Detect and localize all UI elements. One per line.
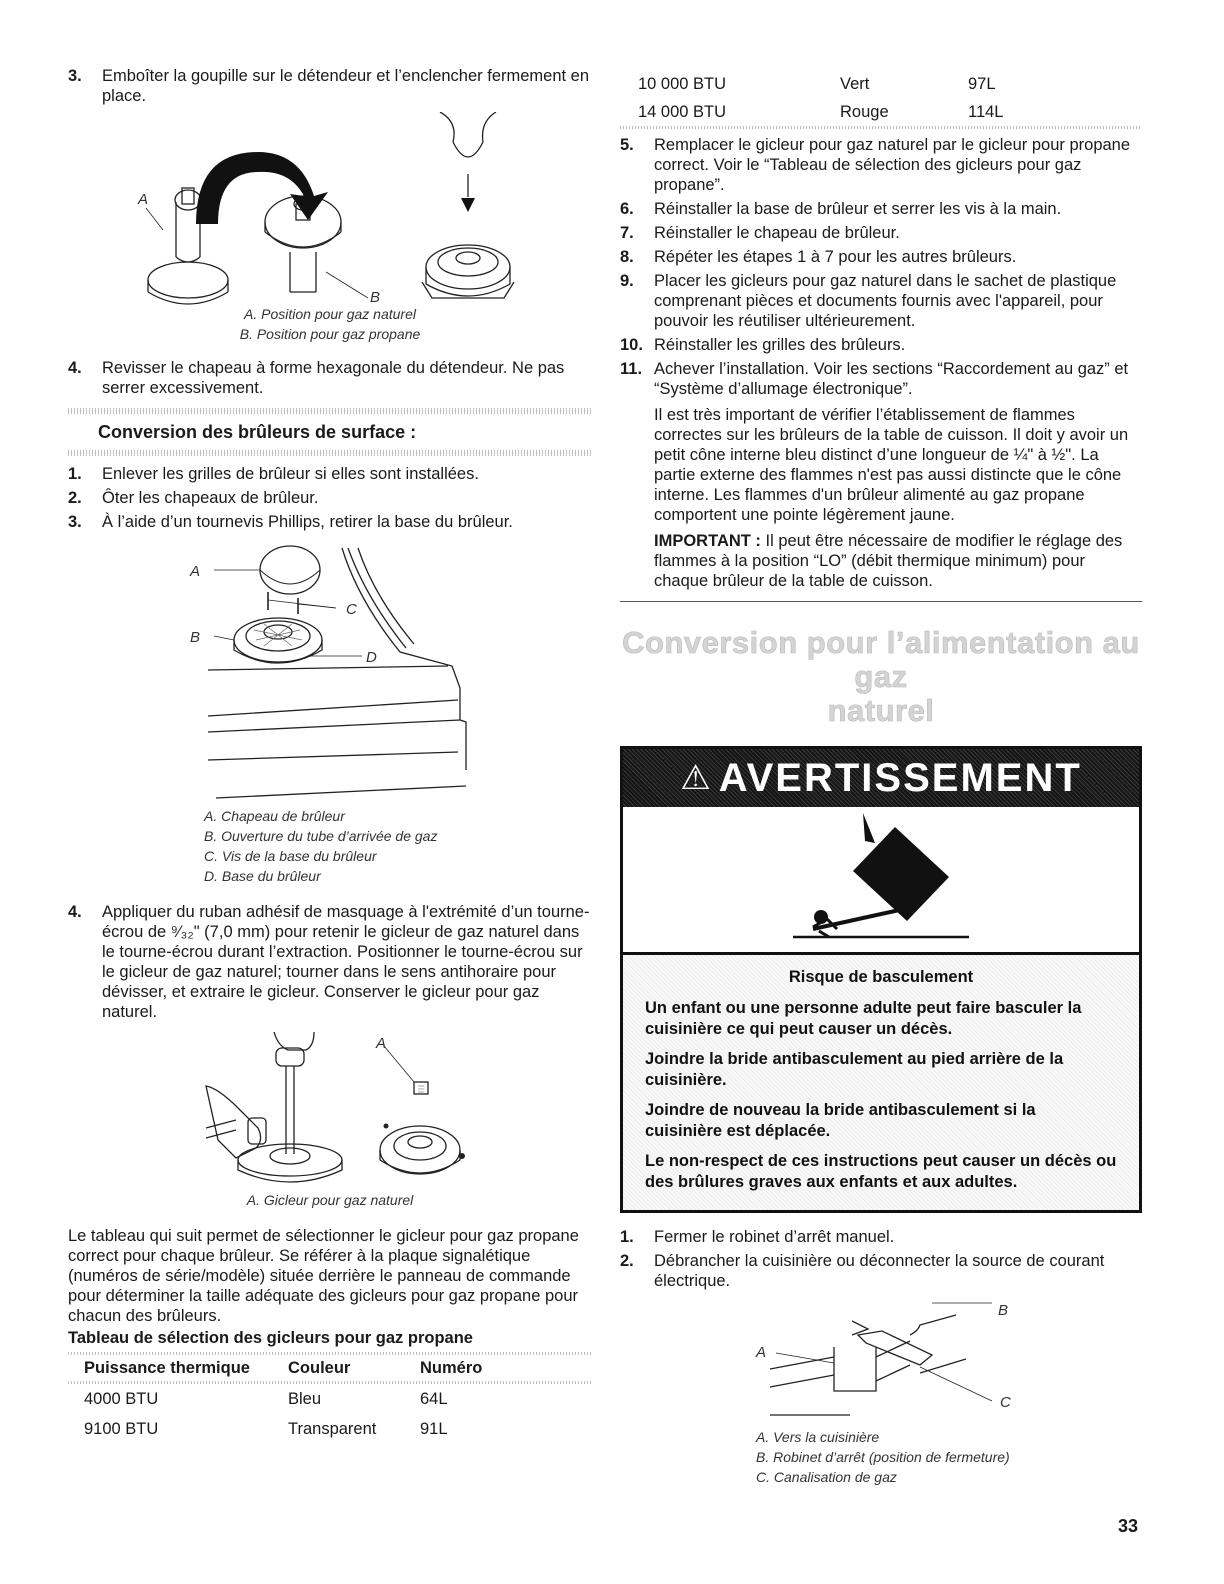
table-cell: Rouge	[840, 103, 889, 121]
burner-base-figure	[68, 540, 592, 802]
step-number: 9.	[620, 272, 634, 290]
caption-line: D. Base du brûleur	[204, 868, 321, 884]
step-item	[620, 335, 1142, 355]
step-text: À l’aide d’un tournevis Phillips, retirer la base du brûleur.	[102, 513, 513, 531]
warning-header	[623, 749, 1139, 807]
step-text: Répéter les étapes 1 à 7 pour les autres brûleurs.	[654, 248, 1017, 266]
caption-line: C. Vis de la base du brûleur	[204, 848, 377, 864]
left-column	[68, 66, 592, 1444]
step-number: 11.	[620, 360, 643, 378]
step-text: Débrancher la cuisinière ou déconnecter la source de courant électrique.	[654, 1252, 1105, 1290]
step-number: 1.	[68, 465, 82, 483]
warning-risk: Risque de basculement	[788, 968, 974, 986]
step-number: 10.	[620, 336, 643, 354]
step-number: 4.	[68, 359, 82, 377]
table-header: Puissance thermique	[84, 1359, 250, 1377]
caption-line: B. Ouverture du tube d’arrivée de gaz	[204, 828, 438, 844]
table-cell: 10 000 BTU	[638, 75, 727, 93]
step-number: 3.	[68, 513, 82, 531]
important-note	[620, 531, 1142, 591]
step-number: 2.	[620, 1252, 634, 1270]
intro-paragraph: Le tableau qui suit permet de sélectionner le gicleur pour gaz propane correct pour chaque brûleur. Se référer à la plaque signalétique (numéros de série/modèle) située derrière le panneau de commande pour déterminer la taille adéquate des gicleurs pour gaz propane pour chacun des brûleurs.	[68, 1227, 579, 1325]
table-cell: 97L	[968, 75, 996, 93]
step-item	[620, 1251, 1142, 1291]
step-item	[620, 135, 1142, 195]
important-text: Il peut être nécessaire de modifier le réglage des flammes à la position “LO” (débit thermique minimum) pour chaque brûleur de la table de cuisson.	[654, 532, 1123, 590]
tip-over-illustration	[623, 807, 1139, 955]
step-item	[68, 488, 592, 508]
step-number: 7.	[620, 224, 634, 242]
tip-over-icon	[623, 807, 1139, 955]
step-text: Emboîter la goupille sur le détendeur et l’enclencher fermement en place.	[102, 67, 590, 105]
step-number: 3.	[68, 67, 82, 85]
fig3-label-a: A	[376, 1035, 387, 1052]
table-cell: 9100 BTU	[84, 1420, 159, 1438]
figure-caption: A. Gicleur pour gaz naturel	[246, 1192, 414, 1208]
step-item	[68, 464, 592, 484]
warning-line: Joindre la bride antibasculement au pied arrière de la cuisinière.	[645, 1050, 1064, 1089]
section-rule	[68, 450, 592, 456]
step-item	[620, 247, 1142, 267]
fig4-label-c: C	[1000, 1394, 1011, 1411]
fig1-label-a: A	[138, 191, 149, 208]
fig1-label-b: B	[370, 289, 381, 306]
step-text: Fermer le robinet d’arrêt manuel.	[654, 1228, 895, 1246]
warning-line: Un enfant ou une personne adulte peut faire basculer la cuisinière ce qui peut causer un décès.	[645, 999, 1082, 1038]
step-number: 5.	[620, 136, 634, 154]
fig4-label-b: B	[998, 1302, 1009, 1319]
caption-line: A. Chapeau de brûleur	[204, 808, 345, 824]
fig2-label-d: D	[366, 649, 377, 666]
table-header-row	[68, 1355, 592, 1381]
warning-line: Joindre de nouveau la bride antibasculement si la cuisinière est déplacée.	[645, 1101, 1036, 1140]
fig4-label-a: A	[756, 1344, 767, 1361]
warning-body	[623, 955, 1139, 1210]
step-text: Réinstaller les grilles des brûleurs.	[654, 336, 906, 354]
step-text: Réinstaller le chapeau de brûleur.	[654, 224, 900, 242]
regulator-pin-figure	[68, 112, 592, 308]
table-cell: 91L	[420, 1420, 448, 1438]
warning-line: Le non-respect de ces instructions peut causer un décès ou des brûlures graves aux enfants et aux adultes.	[645, 1152, 1117, 1191]
warning-title: AVERTISSEMENT	[718, 756, 1082, 800]
table-row	[68, 1414, 592, 1444]
table-cell: 4000 BTU	[84, 1390, 159, 1408]
nut-driver-figure	[68, 1028, 592, 1188]
step-item	[620, 271, 1142, 331]
step-text: Enlever les grilles de brûleur si elles sont installées.	[102, 465, 479, 483]
step-item	[620, 1227, 1142, 1247]
step-number: 4.	[68, 903, 82, 921]
table-cell: 114L	[968, 103, 1004, 121]
step-item	[68, 512, 592, 532]
figure-caption	[68, 304, 592, 344]
table-header: Numéro	[420, 1359, 483, 1377]
table-title: Tableau de sélection des gicleurs pour gaz propane	[68, 1329, 473, 1347]
warning-box	[620, 746, 1142, 1213]
step-text: Achever l’installation. Voir les sections “Raccordement au gaz” et “Système d’allumage électronique”.	[654, 360, 1129, 398]
table-cell: 64L	[420, 1390, 448, 1408]
step-text: Placer les gicleurs pour gaz naturel dans le sachet de plastique comprenant pièces et documents fournis avec l'appareil, pour pouvoir les réutiliser ultérieurement.	[654, 272, 1117, 330]
table-row	[68, 1384, 592, 1414]
caption-line: A. Position pour gaz naturel	[244, 306, 416, 322]
shutoff-valve-figure	[620, 1295, 1142, 1425]
table-rule	[620, 126, 1142, 129]
table-header: Couleur	[288, 1359, 351, 1377]
table-cell: Bleu	[288, 1390, 322, 1408]
step-number: 2.	[68, 489, 82, 507]
right-column	[620, 70, 1142, 1487]
table-cell: Vert	[840, 75, 870, 93]
table-cell: Transparent	[288, 1420, 377, 1438]
step-text: Réinstaller la base de brûleur et serrer les vis à la main.	[654, 200, 1062, 218]
step-item	[620, 199, 1142, 219]
caption-line: C. Canalisation de gaz	[756, 1469, 897, 1485]
fig2-label-c: C	[346, 601, 357, 618]
section-title: Conversion des brûleurs de surface :	[98, 422, 417, 442]
step-item	[620, 359, 1142, 399]
table-row	[620, 70, 1142, 98]
caption-line: A. Vers la cuisinière	[756, 1429, 880, 1445]
step-3-pin	[68, 66, 592, 106]
section-divider	[620, 601, 1142, 602]
figure-caption	[620, 1427, 1142, 1487]
step-4-remove-orifice	[68, 902, 592, 1022]
step-text: Remplacer le gicleur pour gaz naturel par le gicleur pour propane correct. Voir le “Tableau de sélection des gicleurs pour gaz propane”.	[654, 136, 1131, 194]
table-row	[620, 98, 1142, 126]
fig2-label-b: B	[190, 629, 201, 646]
heading-line: Conversion pour l’alimentation au gaz	[622, 625, 1140, 694]
table-cell: 14 000 BTU	[638, 103, 727, 121]
step-number: 1.	[620, 1228, 634, 1246]
note-text: Il est très important de vérifier l’établissement de flammes correctes sur les brûleurs de la table de cuisson. Il doit y avoir un petit cône interne bleu distinct d’une longueur de ¼" à ½". La partie externe des flammes n'est pas aussi distincte que le cône interne. Les flammes d'un brûleur alimenté au gaz propane comportent une pointe légèrement jaune.	[654, 406, 1129, 524]
step-text: Appliquer du ruban adhésif de masquage à l'extrémité d’un tourne-écrou de ⁹⁄₃₂" (7,0 mm) pour retenir le gicleur de gaz naturel dans le tourne-écrou durant l’extraction. Positionner le tourne-écrou sur le gicleur de gaz naturel; tourner dans le sens antihoraire pour dévisser, et extraire le gicleur. Conserver le gicleur pour gaz naturel.	[102, 903, 590, 1021]
step-4-hex-cap	[68, 358, 592, 398]
heading-line: naturel	[827, 693, 935, 728]
step-number: 6.	[620, 200, 634, 218]
step-text: Revisser le chapeau à forme hexagonale du détendeur. Ne pas serrer excessivement.	[102, 359, 565, 397]
important-label: IMPORTANT :	[654, 532, 761, 550]
caption-line: B. Position pour gaz propane	[239, 326, 421, 342]
step-number: 8.	[620, 248, 634, 266]
page-heading	[620, 626, 1142, 728]
fig2-label-a: A	[190, 563, 201, 580]
page-number: 33	[1118, 1516, 1139, 1536]
step-text: Ôter les chapeaux de brûleur.	[102, 489, 319, 507]
warning-triangle-icon: ⚠	[680, 759, 713, 797]
step-item	[620, 223, 1142, 243]
figure-caption	[68, 806, 592, 886]
table-continued	[620, 70, 1142, 126]
flame-note	[620, 405, 1142, 525]
caption-line: B. Robinet d’arrêt (position de fermeture)	[756, 1449, 1010, 1465]
